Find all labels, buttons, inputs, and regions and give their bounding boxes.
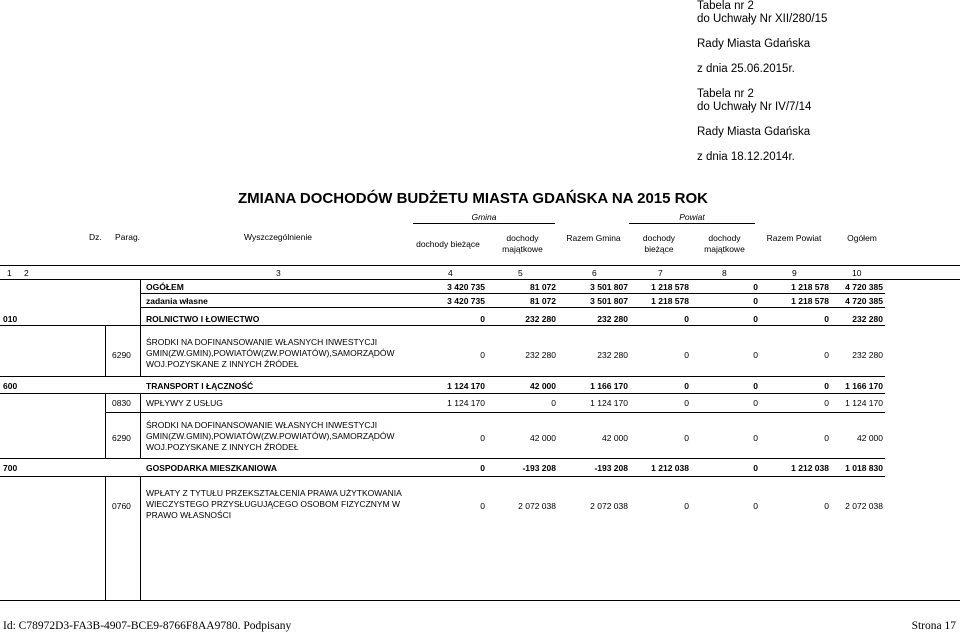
row-value: 232 280 — [525, 314, 556, 324]
row-value: 0 — [684, 314, 689, 324]
row-value: 4 720 385 — [845, 296, 883, 306]
col-gmina-majatkowe-header: dochody — [506, 233, 539, 243]
col-powiat-biezace-header: dochody — [642, 233, 676, 243]
col-number: 7 — [658, 268, 663, 278]
row-value: 232 280 — [525, 350, 556, 360]
row-value: 1 166 170 — [845, 381, 883, 391]
row-value: 42 000 — [530, 433, 556, 443]
row-value: 232 280 — [597, 350, 628, 360]
col-gmina-biezace-header: dochody bieżące — [416, 239, 480, 249]
row-value: 0 — [824, 350, 829, 360]
col-razem-gmina-header: Razem Gmina — [566, 233, 621, 243]
row-paragraph: 0760 — [112, 501, 131, 511]
header-line: do Uchwały Nr XII/280/15 — [697, 13, 828, 25]
row-value: -193 208 — [594, 463, 628, 473]
row-description: GOSPODARKA MIESZKANIOWA — [146, 463, 277, 473]
row-description: GMIN(ZW.GMIN),POWIATÓW(ZW.POWIATÓW),SAMORZĄDÓW — [146, 431, 395, 441]
row-value: 81 072 — [530, 282, 556, 292]
col-powiat-majatkowe-header: dochody — [708, 233, 741, 243]
row-value: 0 — [753, 381, 758, 391]
col-number: 9 — [792, 268, 797, 278]
row-value: 0 — [824, 381, 829, 391]
row-value: 0 — [480, 433, 485, 443]
row-value: 0 — [753, 296, 758, 306]
col-ogolem-header: Ogółem — [847, 233, 877, 243]
col-number: 3 — [276, 268, 281, 278]
row-value: 0 — [824, 314, 829, 324]
header-line: Tabela nr 2 — [697, 0, 754, 12]
row-value: 0 — [753, 433, 758, 443]
row-value: 1 212 038 — [651, 463, 689, 473]
row-value: 3 501 807 — [590, 282, 628, 292]
row-value: 0 — [824, 501, 829, 511]
row-value: 0 — [551, 398, 556, 408]
row-description: WIECZYSTEGO PRZYSŁUGUJĄCEGO OSOBOM FIZYCZNYM W — [146, 499, 401, 509]
col-parag-header: Parag. — [115, 232, 141, 242]
row-value: 0 — [753, 282, 758, 292]
header-line: z dnia 18.12.2014r. — [697, 151, 795, 163]
row-description: WOJ.POZYSKANE Z INNYCH ŹRÓDEŁ — [146, 359, 299, 369]
row-value: 1 124 170 — [590, 398, 628, 408]
row-value: 1 124 170 — [447, 381, 485, 391]
col-number: 6 — [592, 268, 597, 278]
row-value: 42 000 — [857, 433, 883, 443]
col-number: 10 — [852, 268, 862, 278]
footer-page: Strona 17 — [911, 620, 956, 632]
row-value: 0 — [753, 314, 758, 324]
row-dz: 700 — [3, 463, 18, 473]
col-number: 1 — [7, 268, 12, 278]
row-value: 0 — [824, 433, 829, 443]
row-value: 2 072 038 — [845, 501, 883, 511]
row-value: 1 218 578 — [791, 296, 829, 306]
row-description: ROLNICTWO I ŁOWIECTWO — [146, 314, 260, 324]
row-dz: 600 — [3, 381, 18, 391]
row-value: 42 000 — [602, 433, 628, 443]
row-value: 3 420 735 — [447, 296, 485, 306]
row-value: 0 — [480, 314, 485, 324]
row-value: 1 212 038 — [791, 463, 829, 473]
col-powiat-majatkowe-header-2: majątkowe — [704, 244, 745, 254]
row-value: 0 — [753, 398, 758, 408]
row-value: 3 420 735 — [447, 282, 485, 292]
row-value: 3 501 807 — [590, 296, 628, 306]
row-value: 1 218 578 — [651, 282, 689, 292]
row-value: 0 — [684, 350, 689, 360]
col-number: 4 — [448, 268, 453, 278]
row-description: WPŁATY Z TYTUŁU PRZEKSZTAŁCENIA PRAWA UŻYTKOWANIA — [146, 488, 402, 498]
row-paragraph: 6290 — [112, 433, 131, 443]
row-paragraph: 0830 — [112, 398, 131, 408]
row-value: 42 000 — [530, 381, 556, 391]
row-value: 0 — [480, 463, 485, 473]
row-value: 0 — [684, 381, 689, 391]
header-line: Rady Miasta Gdańska — [697, 38, 811, 50]
row-description: ŚRODKI NA DOFINANSOWANIE WŁASNYCH INWESTYCJI — [146, 337, 378, 347]
row-value: 0 — [824, 398, 829, 408]
group-gmina-label: Gmina — [471, 212, 497, 222]
col-number: 2 — [24, 268, 29, 278]
col-gmina-majatkowe-header-2: majątkowe — [502, 244, 543, 254]
group-powiat-label: Powiat — [679, 212, 705, 222]
col-number: 5 — [518, 268, 523, 278]
row-value: 232 280 — [852, 314, 883, 324]
row-description: TRANSPORT I ŁĄCZNOŚĆ — [146, 381, 254, 391]
row-description: WPŁYWY Z USŁUG — [146, 398, 223, 408]
row-description: zadania własne — [146, 296, 208, 306]
col-dz-header: Dz. — [89, 232, 102, 242]
row-description: OGÓŁEM — [146, 282, 184, 292]
col-razem-powiat-header: Razem Powiat — [766, 233, 822, 243]
row-value: 0 — [684, 398, 689, 408]
row-value: 0 — [684, 501, 689, 511]
row-value: 1 018 830 — [845, 463, 883, 473]
row-value: -193 208 — [522, 463, 556, 473]
row-dz: 010 — [3, 314, 18, 324]
row-value: 81 072 — [530, 296, 556, 306]
row-value: 2 072 038 — [518, 501, 556, 511]
row-value: 0 — [753, 463, 758, 473]
row-value: 1 124 170 — [845, 398, 883, 408]
header-line: do Uchwały Nr IV/7/14 — [697, 101, 812, 113]
col-desc-header: Wyszczególnienie — [244, 232, 312, 242]
row-value: 0 — [684, 433, 689, 443]
col-number: 8 — [722, 268, 727, 278]
row-value: 0 — [753, 350, 758, 360]
row-value: 232 280 — [852, 350, 883, 360]
header-line: Rady Miasta Gdańska — [697, 126, 811, 138]
col-powiat-biezace-header-2: bieżące — [644, 244, 674, 254]
row-value: 4 720 385 — [845, 282, 883, 292]
page-title: ZMIANA DOCHODÓW BUDŻETU MIASTA GDAŃSKA NA 2015 ROK — [237, 190, 708, 207]
row-value: 0 — [480, 501, 485, 511]
row-paragraph: 6290 — [112, 350, 131, 360]
row-value: 232 280 — [597, 314, 628, 324]
row-value: 1 218 578 — [791, 282, 829, 292]
row-value: 1 166 170 — [590, 381, 628, 391]
header-line: Tabela nr 2 — [697, 88, 754, 100]
row-description: GMIN(ZW.GMIN),POWIATÓW(ZW.POWIATÓW),SAMORZĄDÓW — [146, 348, 395, 358]
header-line: z dnia 25.06.2015r. — [697, 63, 795, 75]
row-value: 1 124 170 — [447, 398, 485, 408]
row-value: 2 072 038 — [590, 501, 628, 511]
row-value: 0 — [480, 350, 485, 360]
row-description: ŚRODKI NA DOFINANSOWANIE WŁASNYCH INWESTYCJI — [146, 420, 378, 430]
footer-id: Id: C78972D3-FA3B-4907-BCE9-8766F8AA9780. Podpisany — [3, 620, 292, 632]
row-description: WOJ.POZYSKANE Z INNYCH ŹRÓDEŁ — [146, 442, 299, 452]
row-description: PRAWO WŁASNOŚCI — [146, 510, 232, 520]
row-value: 0 — [753, 501, 758, 511]
row-value: 1 218 578 — [651, 296, 689, 306]
